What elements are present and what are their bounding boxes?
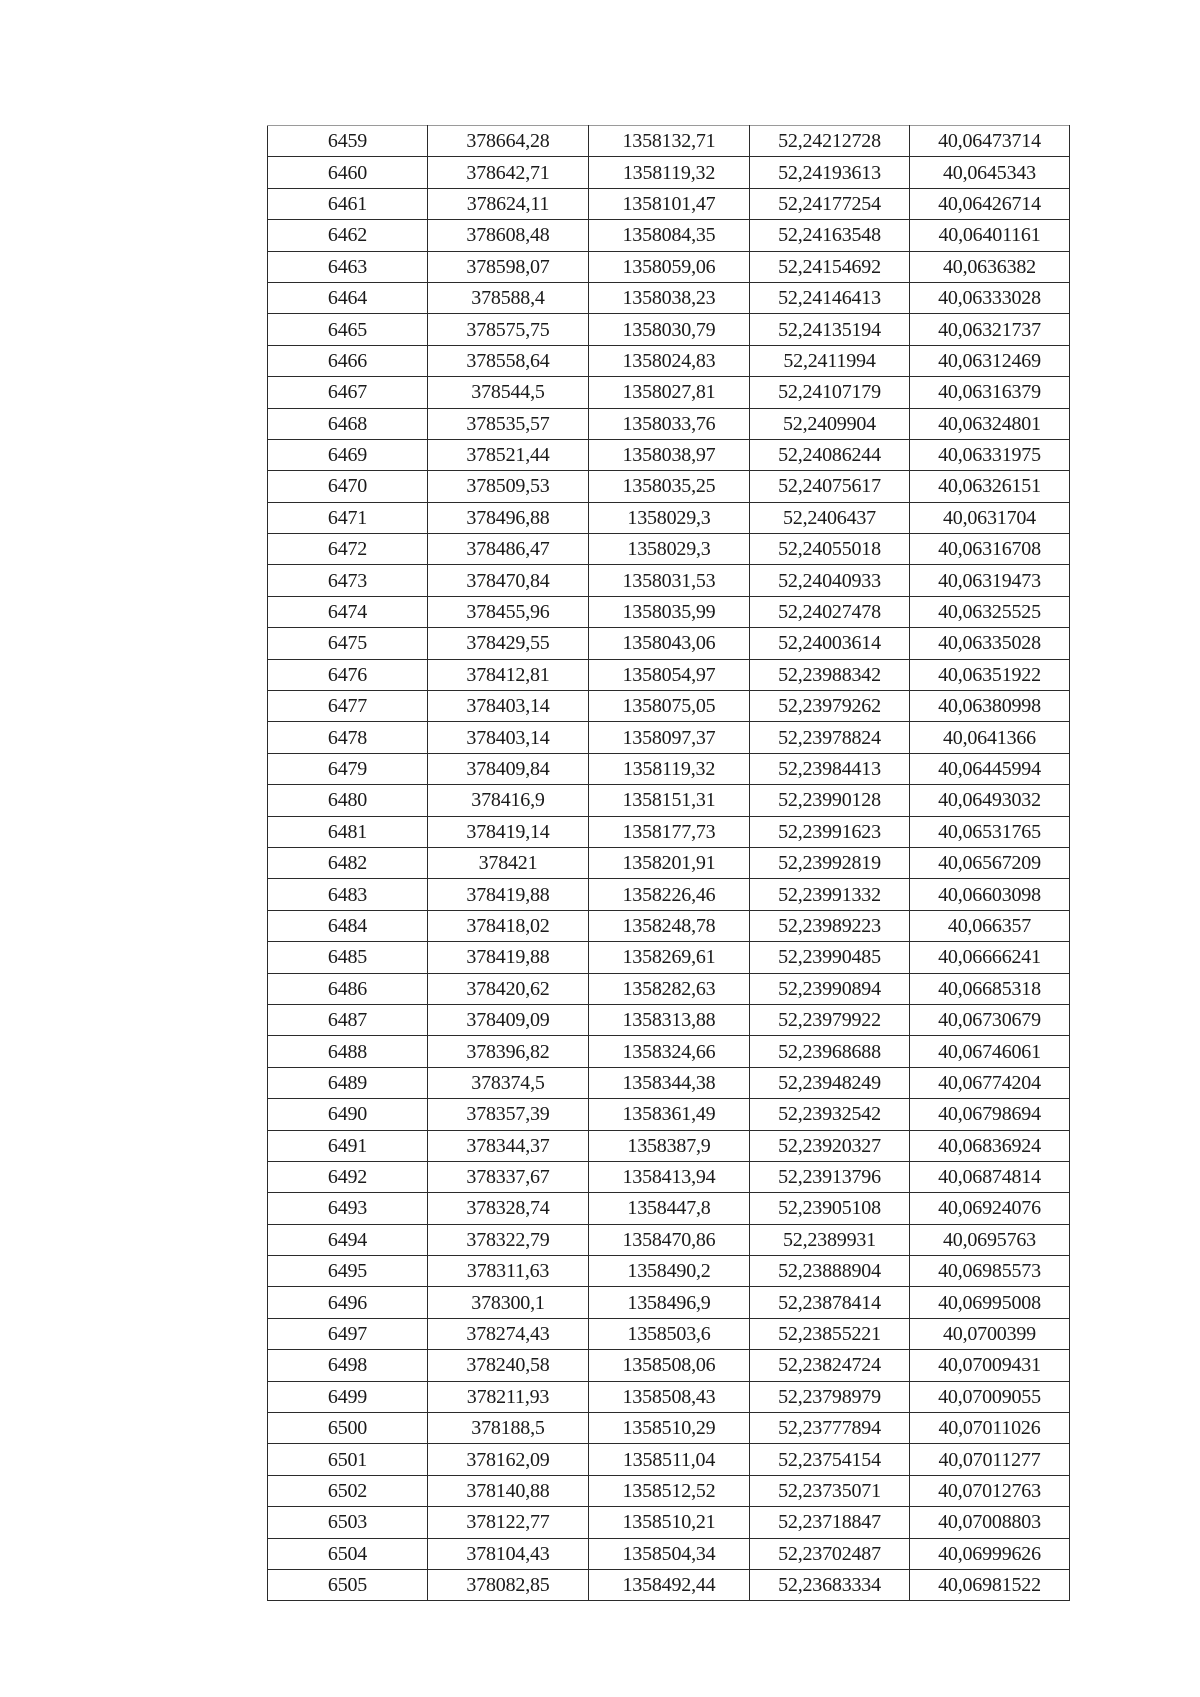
point-number-cell: 6499 <box>268 1381 428 1412</box>
y-coordinate-cell: 1358282,63 <box>589 973 750 1004</box>
coordinates-table <box>267 125 1070 1601</box>
y-coordinate-cell: 1358510,29 <box>589 1413 750 1444</box>
longitude-cell: 40,06316708 <box>910 534 1070 565</box>
table-row <box>268 879 1070 910</box>
point-number-cell: 6502 <box>268 1475 428 1506</box>
point-number-cell: 6475 <box>268 628 428 659</box>
latitude-cell: 52,24154692 <box>750 251 910 282</box>
point-number-cell: 6470 <box>268 471 428 502</box>
table-row <box>268 1287 1070 1318</box>
table-row <box>268 188 1070 219</box>
latitude-cell: 52,23798979 <box>750 1381 910 1412</box>
table-row <box>268 1067 1070 1098</box>
y-coordinate-cell: 1358033,76 <box>589 408 750 439</box>
point-number-cell: 6461 <box>268 188 428 219</box>
x-coordinate-cell: 378412,81 <box>428 659 589 690</box>
latitude-cell: 52,23824724 <box>750 1350 910 1381</box>
table-row <box>268 1099 1070 1130</box>
longitude-cell: 40,06603098 <box>910 879 1070 910</box>
table-row <box>268 502 1070 533</box>
y-coordinate-cell: 1358132,71 <box>589 126 750 157</box>
longitude-cell: 40,06351922 <box>910 659 1070 690</box>
longitude-cell: 40,06874814 <box>910 1161 1070 1192</box>
table-row <box>268 282 1070 313</box>
latitude-cell: 52,2409904 <box>750 408 910 439</box>
longitude-cell: 40,0636382 <box>910 251 1070 282</box>
x-coordinate-cell: 378420,62 <box>428 973 589 1004</box>
point-number-cell: 6464 <box>268 282 428 313</box>
y-coordinate-cell: 1358101,47 <box>589 188 750 219</box>
y-coordinate-cell: 1358024,83 <box>589 345 750 376</box>
table-row <box>268 785 1070 816</box>
longitude-cell: 40,06445994 <box>910 753 1070 784</box>
longitude-cell: 40,0631704 <box>910 502 1070 533</box>
latitude-cell: 52,24193613 <box>750 157 910 188</box>
x-coordinate-cell: 378274,43 <box>428 1318 589 1349</box>
longitude-cell: 40,06666241 <box>910 942 1070 973</box>
table-row <box>268 628 1070 659</box>
y-coordinate-cell: 1358027,81 <box>589 377 750 408</box>
y-coordinate-cell: 1358511,04 <box>589 1444 750 1475</box>
x-coordinate-cell: 378544,5 <box>428 377 589 408</box>
y-coordinate-cell: 1358038,23 <box>589 282 750 313</box>
table-row <box>268 1350 1070 1381</box>
point-number-cell: 6468 <box>268 408 428 439</box>
y-coordinate-cell: 1358226,46 <box>589 879 750 910</box>
latitude-cell: 52,23992819 <box>750 847 910 878</box>
table-row <box>268 942 1070 973</box>
longitude-cell: 40,06730679 <box>910 1004 1070 1035</box>
latitude-cell: 52,23984413 <box>750 753 910 784</box>
y-coordinate-cell: 1358492,44 <box>589 1569 750 1600</box>
x-coordinate-cell: 378496,88 <box>428 502 589 533</box>
latitude-cell: 52,23905108 <box>750 1193 910 1224</box>
y-coordinate-cell: 1358361,49 <box>589 1099 750 1130</box>
latitude-cell: 52,24086244 <box>750 439 910 470</box>
x-coordinate-cell: 378140,88 <box>428 1475 589 1506</box>
y-coordinate-cell: 1358248,78 <box>589 910 750 941</box>
x-coordinate-cell: 378344,37 <box>428 1130 589 1161</box>
x-coordinate-cell: 378374,5 <box>428 1067 589 1098</box>
x-coordinate-cell: 378082,85 <box>428 1569 589 1600</box>
point-number-cell: 6490 <box>268 1099 428 1130</box>
x-coordinate-cell: 378419,88 <box>428 942 589 973</box>
x-coordinate-cell: 378588,4 <box>428 282 589 313</box>
longitude-cell: 40,0645343 <box>910 157 1070 188</box>
longitude-cell: 40,06401161 <box>910 220 1070 251</box>
table-row <box>268 1256 1070 1287</box>
latitude-cell: 52,23989223 <box>750 910 910 941</box>
x-coordinate-cell: 378328,74 <box>428 1193 589 1224</box>
point-number-cell: 6486 <box>268 973 428 1004</box>
point-number-cell: 6492 <box>268 1161 428 1192</box>
table-row <box>268 439 1070 470</box>
table-row <box>268 753 1070 784</box>
x-coordinate-cell: 378421 <box>428 847 589 878</box>
longitude-cell: 40,0695763 <box>910 1224 1070 1255</box>
latitude-cell: 52,23979922 <box>750 1004 910 1035</box>
longitude-cell: 40,06333028 <box>910 282 1070 313</box>
latitude-cell: 52,23991332 <box>750 879 910 910</box>
point-number-cell: 6500 <box>268 1413 428 1444</box>
latitude-cell: 52,24146413 <box>750 282 910 313</box>
point-number-cell: 6493 <box>268 1193 428 1224</box>
y-coordinate-cell: 1358503,6 <box>589 1318 750 1349</box>
x-coordinate-cell: 378598,07 <box>428 251 589 282</box>
y-coordinate-cell: 1358177,73 <box>589 816 750 847</box>
y-coordinate-cell: 1358029,3 <box>589 534 750 565</box>
latitude-cell: 52,24055018 <box>750 534 910 565</box>
table-row <box>268 1318 1070 1349</box>
longitude-cell: 40,06567209 <box>910 847 1070 878</box>
table-row <box>268 1381 1070 1412</box>
table-row <box>268 722 1070 753</box>
y-coordinate-cell: 1358508,43 <box>589 1381 750 1412</box>
point-number-cell: 6466 <box>268 345 428 376</box>
latitude-cell: 52,23920327 <box>750 1130 910 1161</box>
table-row <box>268 126 1070 157</box>
point-number-cell: 6469 <box>268 439 428 470</box>
longitude-cell: 40,06685318 <box>910 973 1070 1004</box>
point-number-cell: 6494 <box>268 1224 428 1255</box>
longitude-cell: 40,06426714 <box>910 188 1070 219</box>
latitude-cell: 52,24107179 <box>750 377 910 408</box>
point-number-cell: 6479 <box>268 753 428 784</box>
x-coordinate-cell: 378337,67 <box>428 1161 589 1192</box>
y-coordinate-cell: 1358413,94 <box>589 1161 750 1192</box>
x-coordinate-cell: 378455,96 <box>428 596 589 627</box>
point-number-cell: 6463 <box>268 251 428 282</box>
point-number-cell: 6484 <box>268 910 428 941</box>
y-coordinate-cell: 1358387,9 <box>589 1130 750 1161</box>
y-coordinate-cell: 1358470,86 <box>589 1224 750 1255</box>
x-coordinate-cell: 378322,79 <box>428 1224 589 1255</box>
longitude-cell: 40,07009431 <box>910 1350 1070 1381</box>
latitude-cell: 52,23932542 <box>750 1099 910 1130</box>
latitude-cell: 52,23990894 <box>750 973 910 1004</box>
y-coordinate-cell: 1358035,25 <box>589 471 750 502</box>
y-coordinate-cell: 1358054,97 <box>589 659 750 690</box>
y-coordinate-cell: 1358084,35 <box>589 220 750 251</box>
point-number-cell: 6497 <box>268 1318 428 1349</box>
x-coordinate-cell: 378575,75 <box>428 314 589 345</box>
x-coordinate-cell: 378162,09 <box>428 1444 589 1475</box>
latitude-cell: 52,24177254 <box>750 188 910 219</box>
x-coordinate-cell: 378311,63 <box>428 1256 589 1287</box>
longitude-cell: 40,06331975 <box>910 439 1070 470</box>
latitude-cell: 52,23735071 <box>750 1475 910 1506</box>
table-row <box>268 1036 1070 1067</box>
latitude-cell: 52,23702487 <box>750 1538 910 1569</box>
point-number-cell: 6477 <box>268 691 428 722</box>
table-row <box>268 1569 1070 1600</box>
point-number-cell: 6471 <box>268 502 428 533</box>
table-row <box>268 1413 1070 1444</box>
longitude-cell: 40,0700399 <box>910 1318 1070 1349</box>
y-coordinate-cell: 1358119,32 <box>589 753 750 784</box>
point-number-cell: 6473 <box>268 565 428 596</box>
table-row <box>268 220 1070 251</box>
x-coordinate-cell: 378419,88 <box>428 879 589 910</box>
longitude-cell: 40,06985573 <box>910 1256 1070 1287</box>
latitude-cell: 52,24027478 <box>750 596 910 627</box>
table-row <box>268 1224 1070 1255</box>
point-number-cell: 6472 <box>268 534 428 565</box>
table-row <box>268 345 1070 376</box>
longitude-cell: 40,06924076 <box>910 1193 1070 1224</box>
longitude-cell: 40,06981522 <box>910 1569 1070 1600</box>
y-coordinate-cell: 1358510,21 <box>589 1507 750 1538</box>
x-coordinate-cell: 378409,84 <box>428 753 589 784</box>
point-number-cell: 6459 <box>268 126 428 157</box>
point-number-cell: 6489 <box>268 1067 428 1098</box>
table-row <box>268 1130 1070 1161</box>
point-number-cell: 6480 <box>268 785 428 816</box>
longitude-cell: 40,06531765 <box>910 816 1070 847</box>
y-coordinate-cell: 1358201,91 <box>589 847 750 878</box>
y-coordinate-cell: 1358490,2 <box>589 1256 750 1287</box>
latitude-cell: 52,23683334 <box>750 1569 910 1600</box>
table-row <box>268 251 1070 282</box>
latitude-cell: 52,23913796 <box>750 1161 910 1192</box>
table-row <box>268 847 1070 878</box>
table-row <box>268 408 1070 439</box>
y-coordinate-cell: 1358508,06 <box>589 1350 750 1381</box>
table-row <box>268 157 1070 188</box>
y-coordinate-cell: 1358029,3 <box>589 502 750 533</box>
table-row <box>268 596 1070 627</box>
x-coordinate-cell: 378419,14 <box>428 816 589 847</box>
point-number-cell: 6487 <box>268 1004 428 1035</box>
longitude-cell: 40,07012763 <box>910 1475 1070 1506</box>
y-coordinate-cell: 1358344,38 <box>589 1067 750 1098</box>
latitude-cell: 52,24212728 <box>750 126 910 157</box>
coordinates-table-body <box>268 126 1070 1601</box>
y-coordinate-cell: 1358447,8 <box>589 1193 750 1224</box>
point-number-cell: 6476 <box>268 659 428 690</box>
latitude-cell: 52,2411994 <box>750 345 910 376</box>
table-row <box>268 1444 1070 1475</box>
latitude-cell: 52,23988342 <box>750 659 910 690</box>
table-row <box>268 314 1070 345</box>
longitude-cell: 40,06325525 <box>910 596 1070 627</box>
longitude-cell: 40,06319473 <box>910 565 1070 596</box>
longitude-cell: 40,06836924 <box>910 1130 1070 1161</box>
x-coordinate-cell: 378396,82 <box>428 1036 589 1067</box>
point-number-cell: 6496 <box>268 1287 428 1318</box>
y-coordinate-cell: 1358119,32 <box>589 157 750 188</box>
point-number-cell: 6485 <box>268 942 428 973</box>
x-coordinate-cell: 378470,84 <box>428 565 589 596</box>
longitude-cell: 40,06324801 <box>910 408 1070 439</box>
latitude-cell: 52,23718847 <box>750 1507 910 1538</box>
longitude-cell: 40,06321737 <box>910 314 1070 345</box>
x-coordinate-cell: 378122,77 <box>428 1507 589 1538</box>
point-number-cell: 6465 <box>268 314 428 345</box>
latitude-cell: 52,23888904 <box>750 1256 910 1287</box>
latitude-cell: 52,24040933 <box>750 565 910 596</box>
point-number-cell: 6460 <box>268 157 428 188</box>
x-coordinate-cell: 378558,64 <box>428 345 589 376</box>
table-row <box>268 1475 1070 1506</box>
y-coordinate-cell: 1358512,52 <box>589 1475 750 1506</box>
longitude-cell: 40,06312469 <box>910 345 1070 376</box>
latitude-cell: 52,23777894 <box>750 1413 910 1444</box>
longitude-cell: 40,07011277 <box>910 1444 1070 1475</box>
table-row <box>268 691 1070 722</box>
point-number-cell: 6481 <box>268 816 428 847</box>
longitude-cell: 40,066357 <box>910 910 1070 941</box>
x-coordinate-cell: 378357,39 <box>428 1099 589 1130</box>
point-number-cell: 6462 <box>268 220 428 251</box>
longitude-cell: 40,07011026 <box>910 1413 1070 1444</box>
longitude-cell: 40,06746061 <box>910 1036 1070 1067</box>
table-row <box>268 973 1070 1004</box>
y-coordinate-cell: 1358313,88 <box>589 1004 750 1035</box>
longitude-cell: 40,06798694 <box>910 1099 1070 1130</box>
point-number-cell: 6498 <box>268 1350 428 1381</box>
point-number-cell: 6482 <box>268 847 428 878</box>
latitude-cell: 52,23979262 <box>750 691 910 722</box>
x-coordinate-cell: 378418,02 <box>428 910 589 941</box>
y-coordinate-cell: 1358038,97 <box>589 439 750 470</box>
y-coordinate-cell: 1358075,05 <box>589 691 750 722</box>
y-coordinate-cell: 1358043,06 <box>589 628 750 659</box>
table-row <box>268 565 1070 596</box>
table-row <box>268 534 1070 565</box>
x-coordinate-cell: 378521,44 <box>428 439 589 470</box>
latitude-cell: 52,24163548 <box>750 220 910 251</box>
y-coordinate-cell: 1358097,37 <box>589 722 750 753</box>
longitude-cell: 40,07008803 <box>910 1507 1070 1538</box>
x-coordinate-cell: 378642,71 <box>428 157 589 188</box>
longitude-cell: 40,06316379 <box>910 377 1070 408</box>
table-row <box>268 816 1070 847</box>
latitude-cell: 52,24003614 <box>750 628 910 659</box>
latitude-cell: 52,23948249 <box>750 1067 910 1098</box>
latitude-cell: 52,23754154 <box>750 1444 910 1475</box>
latitude-cell: 52,23968688 <box>750 1036 910 1067</box>
x-coordinate-cell: 378416,9 <box>428 785 589 816</box>
longitude-cell: 40,06473714 <box>910 126 1070 157</box>
latitude-cell: 52,2389931 <box>750 1224 910 1255</box>
y-coordinate-cell: 1358496,9 <box>589 1287 750 1318</box>
latitude-cell: 52,2406437 <box>750 502 910 533</box>
table-row <box>268 1507 1070 1538</box>
latitude-cell: 52,23978824 <box>750 722 910 753</box>
x-coordinate-cell: 378403,14 <box>428 691 589 722</box>
table-row <box>268 1004 1070 1035</box>
point-number-cell: 6488 <box>268 1036 428 1067</box>
x-coordinate-cell: 378300,1 <box>428 1287 589 1318</box>
point-number-cell: 6491 <box>268 1130 428 1161</box>
y-coordinate-cell: 1358504,34 <box>589 1538 750 1569</box>
x-coordinate-cell: 378104,43 <box>428 1538 589 1569</box>
point-number-cell: 6504 <box>268 1538 428 1569</box>
x-coordinate-cell: 378403,14 <box>428 722 589 753</box>
latitude-cell: 52,24075617 <box>750 471 910 502</box>
y-coordinate-cell: 1358324,66 <box>589 1036 750 1067</box>
y-coordinate-cell: 1358031,53 <box>589 565 750 596</box>
longitude-cell: 40,0641366 <box>910 722 1070 753</box>
longitude-cell: 40,06995008 <box>910 1287 1070 1318</box>
x-coordinate-cell: 378188,5 <box>428 1413 589 1444</box>
x-coordinate-cell: 378486,47 <box>428 534 589 565</box>
point-number-cell: 6495 <box>268 1256 428 1287</box>
y-coordinate-cell: 1358151,31 <box>589 785 750 816</box>
table-row <box>268 659 1070 690</box>
point-number-cell: 6474 <box>268 596 428 627</box>
latitude-cell: 52,23991623 <box>750 816 910 847</box>
table-row <box>268 1538 1070 1569</box>
x-coordinate-cell: 378211,93 <box>428 1381 589 1412</box>
longitude-cell: 40,06380998 <box>910 691 1070 722</box>
y-coordinate-cell: 1358030,79 <box>589 314 750 345</box>
longitude-cell: 40,06774204 <box>910 1067 1070 1098</box>
x-coordinate-cell: 378535,57 <box>428 408 589 439</box>
x-coordinate-cell: 378608,48 <box>428 220 589 251</box>
longitude-cell: 40,07009055 <box>910 1381 1070 1412</box>
longitude-cell: 40,06493032 <box>910 785 1070 816</box>
latitude-cell: 52,23990128 <box>750 785 910 816</box>
table-row <box>268 1161 1070 1192</box>
longitude-cell: 40,06335028 <box>910 628 1070 659</box>
y-coordinate-cell: 1358269,61 <box>589 942 750 973</box>
point-number-cell: 6503 <box>268 1507 428 1538</box>
point-number-cell: 6505 <box>268 1569 428 1600</box>
x-coordinate-cell: 378240,58 <box>428 1350 589 1381</box>
point-number-cell: 6501 <box>268 1444 428 1475</box>
x-coordinate-cell: 378509,53 <box>428 471 589 502</box>
table-row <box>268 1193 1070 1224</box>
x-coordinate-cell: 378409,09 <box>428 1004 589 1035</box>
table-row <box>268 471 1070 502</box>
y-coordinate-cell: 1358059,06 <box>589 251 750 282</box>
latitude-cell: 52,23855221 <box>750 1318 910 1349</box>
table-row <box>268 910 1070 941</box>
longitude-cell: 40,06326151 <box>910 471 1070 502</box>
point-number-cell: 6483 <box>268 879 428 910</box>
x-coordinate-cell: 378624,11 <box>428 188 589 219</box>
point-number-cell: 6467 <box>268 377 428 408</box>
table-row <box>268 377 1070 408</box>
longitude-cell: 40,06999626 <box>910 1538 1070 1569</box>
point-number-cell: 6478 <box>268 722 428 753</box>
latitude-cell: 52,23990485 <box>750 942 910 973</box>
x-coordinate-cell: 378429,55 <box>428 628 589 659</box>
latitude-cell: 52,23878414 <box>750 1287 910 1318</box>
latitude-cell: 52,24135194 <box>750 314 910 345</box>
x-coordinate-cell: 378664,28 <box>428 126 589 157</box>
y-coordinate-cell: 1358035,99 <box>589 596 750 627</box>
